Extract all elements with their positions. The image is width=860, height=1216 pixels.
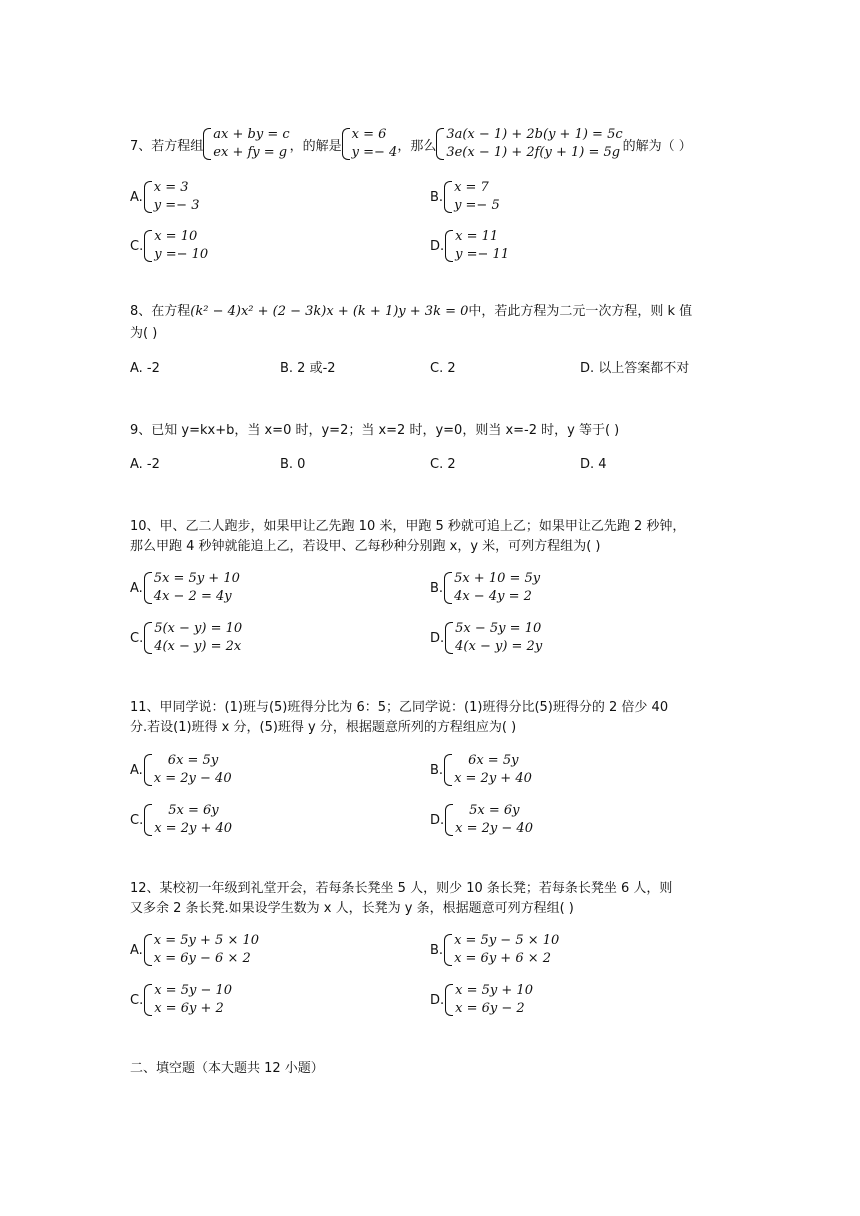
equation-line: 6x = 5y [468,753,519,768]
equation-line: y =− 11 [455,247,510,262]
equation-line: 5x = 6y [469,803,520,818]
q11-option-a[interactable] [130,752,232,788]
option-label: D. [430,812,445,828]
q7-system-2 [342,126,398,162]
q10-option-d[interactable] [430,620,542,656]
brace-icon [444,181,452,213]
q8-text: 8、在方程 [130,304,191,319]
equation-line: 4(x − y) = 2x [154,639,242,654]
brace-icon [444,754,452,786]
q12-option-d[interactable] [430,982,533,1018]
equation-line: 3e(x − 1) + 2f(y + 1) = 5g [446,145,621,160]
option-label: C. [130,992,144,1008]
q8-option-a[interactable]: A. -2 [130,361,160,376]
q7-system-3 [436,126,622,162]
equation-line: x = 6 [351,127,387,142]
q7-stem [130,126,692,162]
q9-option-b[interactable]: B. 0 [280,457,306,472]
equation-line: x = 7 [454,180,489,195]
equation-line: y =− 5 [454,198,500,213]
equation-line: x = 5y − 5 × 10 [454,933,560,948]
q10-option-b[interactable] [430,570,540,606]
q12-option-a[interactable] [130,932,259,968]
equation-line: x = 2y + 40 [454,771,532,786]
option-label: A. [130,762,143,778]
brace-icon [144,181,152,213]
q7-mid-2: ，那么 [397,138,437,154]
q7-mid-1: ，的解是 [289,138,342,154]
option-label: A. [130,189,143,205]
equation-line: 6x = 5y [167,753,219,768]
q9-stem: 9、已知 y=kx+b，当 x=0 时，y=2；当 x=2 时，y=0，则当 x=-2 时，y 等于( ) [130,423,620,438]
brace-icon [144,622,152,654]
q11-option-d[interactable] [430,802,533,838]
equation-line: y =− 3 [153,198,200,213]
equation-line: x = 3 [153,180,189,195]
equation-line: 3a(x − 1) + 2b(y + 1) = 5c [446,127,623,142]
option-label: D. [430,238,445,254]
brace-icon [436,128,444,160]
brace-icon [144,572,152,604]
q10-option-a[interactable] [130,570,240,606]
q11-option-c[interactable] [130,802,232,838]
option-label: D. [430,630,445,646]
equation-line: y =− 10 [154,247,209,262]
q11-stem-line-2: 分.若设(1)班得 x 分，(5)班得 y 分，根据题意所列的方程组应为( ) [130,720,517,735]
q11-option-b[interactable] [430,752,532,788]
option-label: C. [130,238,144,254]
q12-stem-line-1: 12、某校初一年级到礼堂开会，若每条长凳坐 5 人，则少 10 条长凳；若每条长凳坐 6 人，则 [130,881,673,896]
brace-icon [144,754,152,786]
q7-option-a[interactable] [130,179,199,215]
equation-line: y =− 4 [351,145,398,160]
brace-icon [445,804,453,836]
q10-stem-line-1: 10、甲、乙二人跑步，如果甲让乙先跑 10 米，甲跑 5 秒就可追上乙；如果甲让乙先跑 2 秒钟， [130,519,686,534]
equation-line: 5x − 5y = 10 [455,621,542,636]
option-label: C. [130,812,144,828]
equation-line: 5x + 10 = 5y [454,571,541,586]
equation-line: x = 6y + 6 × 2 [454,951,552,966]
equation-line: x = 6y − 2 [455,1001,525,1016]
equation-line: x = 6y + 2 [154,1001,224,1016]
brace-icon [144,934,152,966]
equation-line: 5x = 6y [168,803,219,818]
brace-icon [444,572,452,604]
q9-option-a[interactable]: A. -2 [130,457,160,472]
q12-stem-line-2: 又多余 2 条长凳.如果设学生数为 x 人，长凳为 y 条，根据题意可列方程组( ) [130,901,574,916]
section-heading-fill-in: 二、填空题（本大题共 12 小题） [130,1061,324,1076]
equation-line: ax + by = c [213,127,290,142]
q7-option-b[interactable] [430,179,500,215]
equation-line: x = 6y − 6 × 2 [153,951,251,966]
q12-option-c[interactable] [130,982,232,1018]
q8-option-d[interactable]: D. 以上答案都不对 [580,361,690,376]
equation-line: 4x − 2 = 4y [153,589,232,604]
q8-text: 中，若此方程为二元一次方程，则 k 值 [468,304,693,319]
equation-line: 5(x − y) = 10 [154,621,243,636]
option-label: D. [430,992,445,1008]
q8-option-b[interactable]: B. 2 或-2 [280,361,336,376]
q10-stem-line-2: 那么甲跑 4 秒钟就能追上乙，若设甲、乙每秒种分别跑 x，y 米，可列方程组为( ) [130,539,601,554]
q10-option-c[interactable] [130,620,242,656]
option-label: B. [430,942,444,958]
equation-line: x = 11 [455,229,499,244]
q9-option-d[interactable]: D. 4 [580,457,607,472]
equation-line: x = 10 [154,229,198,244]
equation-line: x = 2y − 40 [153,771,232,786]
q8-option-c[interactable]: C. 2 [430,361,456,376]
brace-icon [144,230,152,262]
brace-icon [144,984,152,1016]
equation-line: x = 5y + 10 [455,983,533,998]
equation-line: 4(x − y) = 2y [455,639,543,654]
equation-line: x = 5y − 10 [154,983,233,998]
option-label: B. [430,580,444,596]
brace-icon [445,230,453,262]
q12-option-b[interactable] [430,932,559,968]
option-label: A. [130,580,143,596]
equation-line: 5x = 5y + 10 [153,571,240,586]
q8-equation: (k² − 4)x² + (2 − 3k)x + (k + 1)y + 3k = 0 [190,304,469,319]
equation-line: x = 2y − 40 [455,821,533,836]
q7-option-c[interactable] [130,228,208,264]
q9-option-c[interactable]: C. 2 [430,457,456,472]
q7-system-1 [203,126,289,162]
equation-line: ex + fy = g [213,145,288,160]
q7-suffix: 的解为（ ） [622,138,692,154]
brace-icon [445,984,453,1016]
option-label: B. [430,189,444,205]
option-label: B. [430,762,444,778]
q8-stem-line-1 [130,301,692,323]
option-label: C. [130,630,144,646]
q7-option-d[interactable] [430,228,509,264]
q11-stem-line-1: 11、甲同学说：(1)班与(5)班得分比为 6：5；乙同学说：(1)班得分比(5)班得分的 2 倍少 40 [130,700,669,715]
brace-icon [144,804,152,836]
brace-icon [444,934,452,966]
brace-icon [342,128,350,160]
brace-icon [445,622,453,654]
equation-line: 4x − 4y = 2 [454,589,532,604]
equation-line: x = 5y + 5 × 10 [153,933,260,948]
option-label: A. [130,942,143,958]
q8-stem-line-2: 为( ) [130,326,158,341]
brace-icon [203,128,211,160]
equation-line: x = 2y + 40 [154,821,233,836]
q7-prefix: 7、若方程组 [130,138,204,154]
